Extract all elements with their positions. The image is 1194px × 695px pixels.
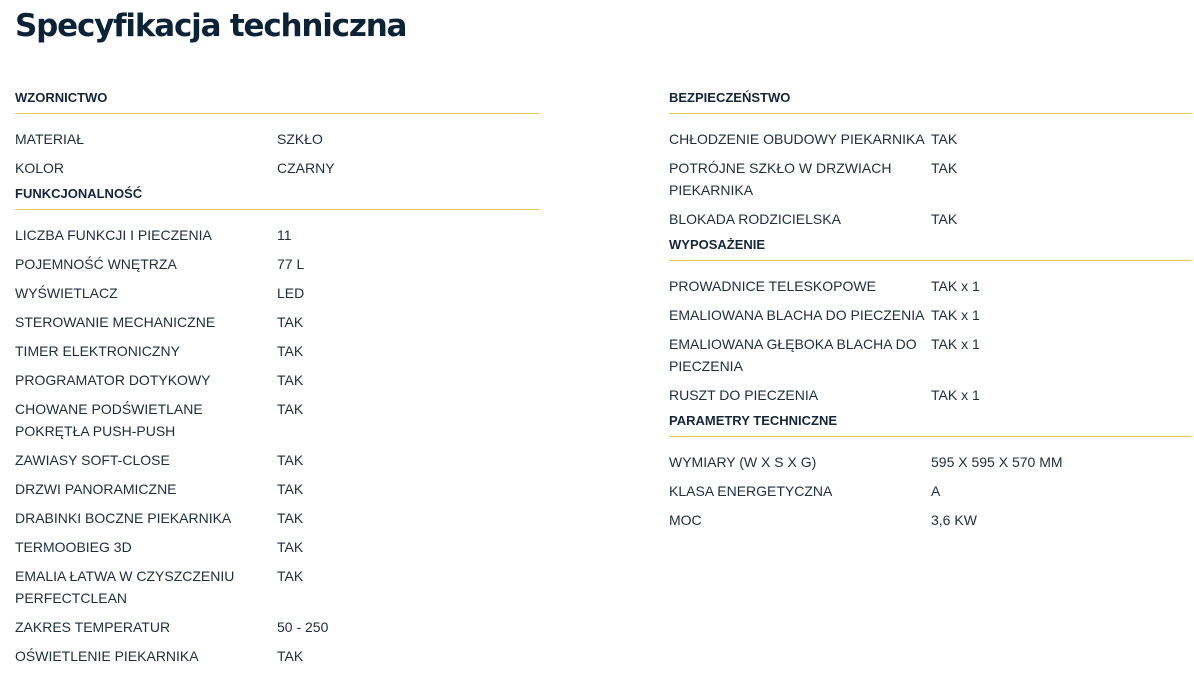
spec-value: TAK <box>277 568 304 584</box>
spec-row <box>15 311 539 333</box>
spec-label: OŚWIETLENIE PIEKARNIKA <box>15 648 199 664</box>
spec-row <box>669 384 1192 406</box>
spec-value: TAK <box>277 481 304 497</box>
spec-row <box>15 398 539 442</box>
spec-value: TAK x 1 <box>931 387 980 403</box>
spec-label: PROGRAMATOR DOTYKOWY <box>15 372 211 388</box>
spec-row <box>15 616 539 638</box>
spec-value: 11 <box>277 227 292 243</box>
section-header: PARAMETRY TECHNICZNE <box>669 411 1192 437</box>
section-header: BEZPIECZEŃSTWO <box>669 88 1192 114</box>
spec-row <box>669 208 1192 230</box>
spec-row <box>669 157 1192 201</box>
spec-section-parametry-techniczne <box>669 411 1192 531</box>
spec-label: EMALIOWANA GŁĘBOKA BLACHA DO PIECZENIA <box>669 336 917 374</box>
spec-label: EMALIA ŁATWA W CZYSZCZENIU PERFECTCLEAN <box>15 568 235 606</box>
spec-value: 77 L <box>277 256 305 272</box>
spec-label: CHŁODZENIE OBUDOWY PIEKARNIKA <box>669 131 925 147</box>
spec-label: KOLOR <box>15 160 65 176</box>
spec-label: TERMOOBIEG 3D <box>15 539 132 555</box>
spec-label: WYŚWIETLACZ <box>15 285 118 301</box>
spec-row <box>15 565 539 609</box>
section-header: WYPOSAŻENIE <box>669 235 1192 261</box>
spec-label: CHOWANE PODŚWIETLANE POKRĘTŁA PUSH-PUSH <box>15 401 203 439</box>
spec-row <box>15 340 539 362</box>
spec-label: BLOKADA RODZICIELSKA <box>669 211 841 227</box>
spec-row <box>15 645 539 667</box>
spec-label: LICZBA FUNKCJI I PIECZENIA <box>15 227 212 243</box>
spec-row <box>15 128 539 150</box>
spec-value: 50 - 250 <box>277 619 329 635</box>
spec-row <box>669 480 1192 502</box>
spec-value: TAK <box>277 539 304 555</box>
spec-value: TAK <box>931 211 958 227</box>
spec-section-funkcjonalnosc <box>15 184 539 667</box>
spec-row <box>669 304 1192 326</box>
spec-value: TAK <box>277 452 304 468</box>
spec-label: TIMER ELEKTRONICZNY <box>15 343 180 359</box>
spec-value: SZKŁO <box>277 131 323 147</box>
spec-row <box>669 128 1192 150</box>
spec-label: MOC <box>669 512 702 528</box>
spec-value: TAK <box>277 372 304 388</box>
spec-label: PROWADNICE TELESKOPOWE <box>669 278 876 294</box>
spec-value: TAK <box>931 131 958 147</box>
spec-value: TAK <box>277 401 304 417</box>
spec-value: A <box>931 483 941 499</box>
section-header: FUNKCJONALNOŚĆ <box>15 184 539 210</box>
spec-value: LED <box>277 285 305 301</box>
spec-value: TAK x 1 <box>931 336 980 352</box>
spec-value: TAK <box>931 160 958 176</box>
spec-row <box>15 369 539 391</box>
spec-row <box>15 282 539 304</box>
spec-label: DRABINKI BOCZNE PIEKARNIKA <box>15 510 232 526</box>
spec-label: EMALIOWANA BLACHA DO PIECZENIA <box>669 307 925 323</box>
spec-section-wyposazenie <box>669 235 1192 406</box>
spec-label: ZAWIASY SOFT-CLOSE <box>15 452 170 468</box>
spec-row <box>669 333 1192 377</box>
spec-row <box>15 253 539 275</box>
section-header: WZORNICTWO <box>15 88 539 114</box>
spec-row <box>15 224 539 246</box>
spec-label: DRZWI PANORAMICZNE <box>15 481 177 497</box>
spec-label: MATERIAŁ <box>15 131 84 147</box>
spec-value: TAK x 1 <box>931 278 980 294</box>
spec-row <box>15 478 539 500</box>
spec-value: TAK <box>277 343 304 359</box>
spec-row <box>15 507 539 529</box>
spec-row <box>15 157 539 179</box>
spec-value: 595 X 595 X 570 MM <box>931 454 1063 470</box>
spec-row <box>669 451 1192 473</box>
spec-label: RUSZT DO PIECZENIA <box>669 387 819 403</box>
spec-value: TAK <box>277 314 304 330</box>
spec-row <box>15 449 539 471</box>
spec-label: POTRÓJNE SZKŁO W DRZWIACH PIEKARNIKA <box>669 160 892 198</box>
spec-row <box>669 275 1192 297</box>
page-title: Specyfikacja techniczna <box>15 8 407 44</box>
spec-value: 3,6 KW <box>931 512 977 528</box>
spec-value: CZARNY <box>277 160 335 176</box>
spec-column-left <box>15 88 539 674</box>
spec-section-bezpieczenstwo <box>669 88 1192 230</box>
spec-section-wzornictwo <box>15 88 539 179</box>
spec-value: TAK <box>277 510 304 526</box>
spec-row <box>15 536 539 558</box>
spec-column-right <box>669 88 1192 538</box>
spec-label: KLASA ENERGETYCZNA <box>669 483 833 499</box>
spec-value: TAK x 1 <box>931 307 980 323</box>
spec-label: ZAKRES TEMPERATUR <box>15 619 171 635</box>
spec-value: TAK <box>277 648 304 664</box>
spec-label: POJEMNOŚĆ WNĘTRZA <box>15 256 177 272</box>
spec-label: STEROWANIE MECHANICZNE <box>15 314 216 330</box>
spec-label: WYMIARY (W X S X G) <box>669 454 817 470</box>
spec-row <box>669 509 1192 531</box>
